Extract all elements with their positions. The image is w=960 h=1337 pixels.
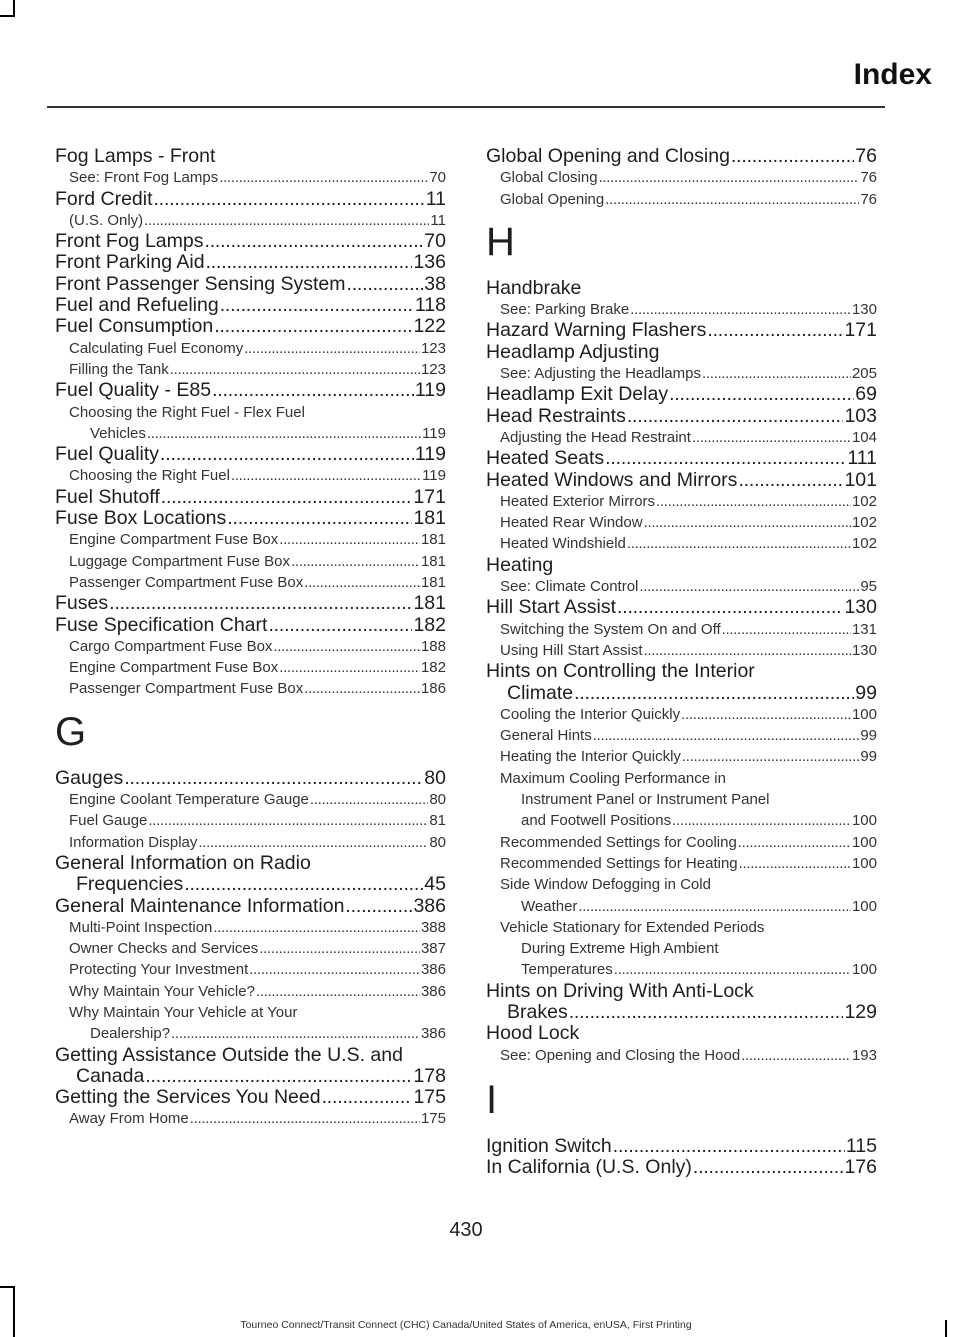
page-number: 430 <box>449 1219 483 1241</box>
index-entry[interactable]: Frequencies ..... 45 <box>55 874 446 895</box>
index-subentry[interactable]: Protecting Your Investment ..... 386 <box>55 959 446 980</box>
index-entry[interactable]: Ford Credit ..... 11 <box>55 189 446 210</box>
index-entry[interactable]: Hill Start Assist ..... 130 <box>486 597 877 618</box>
index-subentry[interactable]: Cargo Compartment Fuse Box ..... 188 <box>55 636 446 657</box>
index-subentry[interactable]: and Footwell Positions ..... 100 <box>486 810 877 831</box>
index-entry[interactable]: Climate ..... 99 <box>486 683 877 704</box>
footer-text: Tourneo Connect/Transit Connect (CHC) Canada/United States of America, enUSA, First Printing <box>240 1319 692 1331</box>
index-subentry[interactable]: Adjusting the Head Restraint ..... 104 <box>486 427 877 448</box>
index-entry[interactable]: Fuel Quality - E85 ..... 119 <box>55 380 446 401</box>
index-subentry[interactable]: Multi-Point Inspection ..... 388 <box>55 917 446 938</box>
index-subentry[interactable]: Heated Windshield ..... 102 <box>486 533 877 554</box>
index-subentry[interactable]: Vehicles ..... 119 <box>55 423 446 444</box>
index-entry[interactable]: Fuel Consumption ..... 122 <box>55 316 446 337</box>
index-entry[interactable]: Front Passenger Sensing System ..... 38 <box>55 274 446 295</box>
index-subentry[interactable]: Luggage Compartment Fuse Box ..... 181 <box>55 551 446 572</box>
index-subentry[interactable]: See: Parking Brake ..... 130 <box>486 299 877 320</box>
index-subentry[interactable]: Global Closing ..... 76 <box>486 167 877 188</box>
index-subentry[interactable]: Heated Exterior Mirrors ..... 102 <box>486 491 877 512</box>
index-subentry[interactable]: Filling the Tank ..... 123 <box>55 359 446 380</box>
index-subentry[interactable]: (U.S. Only) ..... 11 <box>55 210 446 231</box>
index-entry[interactable]: Fuel Shutoff ..... 171 <box>55 487 446 508</box>
index-entry-wrap: General Information on Radio <box>55 851 311 874</box>
index-subentry-wrap: Maximum Cooling Performance in <box>500 769 726 787</box>
section-letter-g: G <box>55 709 87 754</box>
index-subentry[interactable]: Engine Compartment Fuse Box ..... 182 <box>55 657 446 678</box>
index-entry[interactable]: Getting the Services You Need ..... 175 <box>55 1087 446 1108</box>
index-column-left <box>55 146 446 1130</box>
crop-mark-top-left-horizontal <box>0 15 13 17</box>
index-subentry[interactable]: See: Adjusting the Headlamps ..... 205 <box>486 363 877 384</box>
index-subentry[interactable]: See: Opening and Closing the Hood ..... 193 <box>486 1045 877 1066</box>
index-entry[interactable]: Fuel and Refueling ..... 118 <box>55 295 446 316</box>
index-entry[interactable]: Heated Seats ..... 111 <box>486 448 877 469</box>
title-rule <box>47 106 885 108</box>
index-subentry[interactable]: Fuel Gauge ..... 81 <box>55 810 446 831</box>
index-heading: Handbrake <box>486 276 582 299</box>
index-subentry[interactable]: Recommended Settings for Heating ..... 100 <box>486 853 877 874</box>
index-subentry[interactable]: Calculating Fuel Economy ..... 123 <box>55 338 446 359</box>
index-subentry[interactable]: Heating the Interior Quickly ..... 99 <box>486 746 877 767</box>
crop-mark-bottom-right-vertical <box>945 1320 947 1337</box>
index-subentry[interactable]: Passenger Compartment Fuse Box ..... 181 <box>55 572 446 593</box>
section-letter-h: H <box>486 219 515 264</box>
index-subentry[interactable]: Temperatures ..... 100 <box>486 959 877 980</box>
index-subentry[interactable]: Engine Coolant Temperature Gauge ..... 80 <box>55 789 446 810</box>
index-entry[interactable]: Fuses ..... 181 <box>55 593 446 614</box>
index-subentry[interactable]: Information Display ..... 80 <box>55 832 446 853</box>
index-subentry[interactable]: Choosing the Right Fuel ..... 119 <box>55 465 446 486</box>
index-entry[interactable]: Gauges ..... 80 <box>55 768 446 789</box>
index-subentry[interactable]: Switching the System On and Off ..... 131 <box>486 619 877 640</box>
index-subentry[interactable]: Passenger Compartment Fuse Box ..... 186 <box>55 678 446 699</box>
index-entry[interactable]: Canada ..... 178 <box>55 1066 446 1087</box>
index-entry-wrap: Hints on Driving With Anti-Lock <box>486 979 754 1002</box>
index-subentry[interactable]: See: Climate Control ..... 95 <box>486 576 877 597</box>
index-subentry[interactable]: General Hints ..... 99 <box>486 725 877 746</box>
index-entry[interactable]: Global Opening and Closing ..... 76 <box>486 146 877 167</box>
crop-mark-bottom-left-horizontal <box>0 1286 15 1288</box>
index-subentry[interactable]: Owner Checks and Services ..... 387 <box>55 938 446 959</box>
index-entry[interactable]: Head Restraints ..... 103 <box>486 406 877 427</box>
index-entry[interactable]: General Maintenance Information ..... 386 <box>55 896 446 917</box>
index-entry[interactable]: Hazard Warning Flashers ..... 171 <box>486 320 877 341</box>
index-subentry[interactable]: Recommended Settings for Cooling ..... 100 <box>486 832 877 853</box>
index-subentry[interactable]: Using Hill Start Assist ..... 130 <box>486 640 877 661</box>
index-subentry-wrap: Side Window Defogging in Cold <box>500 876 711 894</box>
index-heading: Heating <box>486 553 554 576</box>
page-title: Index <box>853 58 932 91</box>
index-subentry[interactable]: Weather ..... 100 <box>486 896 877 917</box>
index-entry[interactable]: Ignition Switch ..... 115 <box>486 1136 877 1157</box>
index-entry[interactable]: Front Parking Aid ..... 136 <box>55 252 446 273</box>
index-entry[interactable]: Fuse Specification Chart ..... 182 <box>55 615 446 636</box>
index-subentry[interactable]: Heated Rear Window ..... 102 <box>486 512 877 533</box>
index-heading: Fog Lamps - Front <box>55 145 216 167</box>
index-subentry-wrap: Why Maintain Your Vehicle at Your <box>69 1003 298 1021</box>
index-subentry[interactable]: See: Front Fog Lamps ..... 70 <box>55 167 446 188</box>
index-subentry[interactable]: Global Opening ..... 76 <box>486 189 877 210</box>
index-heading: Hood Lock <box>486 1022 580 1045</box>
index-subentry-wrap: Vehicle Stationary for Extended Periods <box>500 918 765 936</box>
crop-mark-top-left-vertical <box>13 0 15 17</box>
index-entry[interactable]: Front Fog Lamps ..... 70 <box>55 231 446 252</box>
index-subentry[interactable]: Cooling the Interior Quickly ..... 100 <box>486 704 877 725</box>
index-entry[interactable]: Headlamp Exit Delay ..... 69 <box>486 384 877 405</box>
index-subentry[interactable]: Engine Compartment Fuse Box ..... 181 <box>55 529 446 550</box>
index-subentry-wrap: Instrument Panel or Instrument Panel <box>521 791 770 809</box>
index-subentry-wrap: Choosing the Right Fuel - Flex Fuel <box>69 403 305 421</box>
index-entry-wrap: Getting Assistance Outside the U.S. and <box>55 1043 403 1066</box>
index-entry-wrap: Hints on Controlling the Interior <box>486 660 755 683</box>
index-subentry[interactable]: Why Maintain Your Vehicle? ..... 386 <box>55 981 446 1002</box>
index-subentry[interactable]: Away From Home ..... 175 <box>55 1108 446 1129</box>
index-column-right <box>486 146 877 1178</box>
index-entry[interactable]: In California (U.S. Only) ..... 176 <box>486 1157 877 1178</box>
index-subentry-wrap: During Extreme High Ambient <box>521 940 719 958</box>
index-heading: Headlamp Adjusting <box>486 340 660 363</box>
index-entry[interactable]: Fuel Quality ..... 119 <box>55 444 446 465</box>
index-subentry[interactable]: Dealership? ..... 386 <box>55 1023 446 1044</box>
index-entry[interactable]: Heated Windows and Mirrors ..... 101 <box>486 470 877 491</box>
index-entry[interactable]: Brakes ..... 129 <box>486 1002 877 1023</box>
index-entry[interactable]: Fuse Box Locations ..... 181 <box>55 508 446 529</box>
section-letter-i: I <box>486 1077 498 1122</box>
